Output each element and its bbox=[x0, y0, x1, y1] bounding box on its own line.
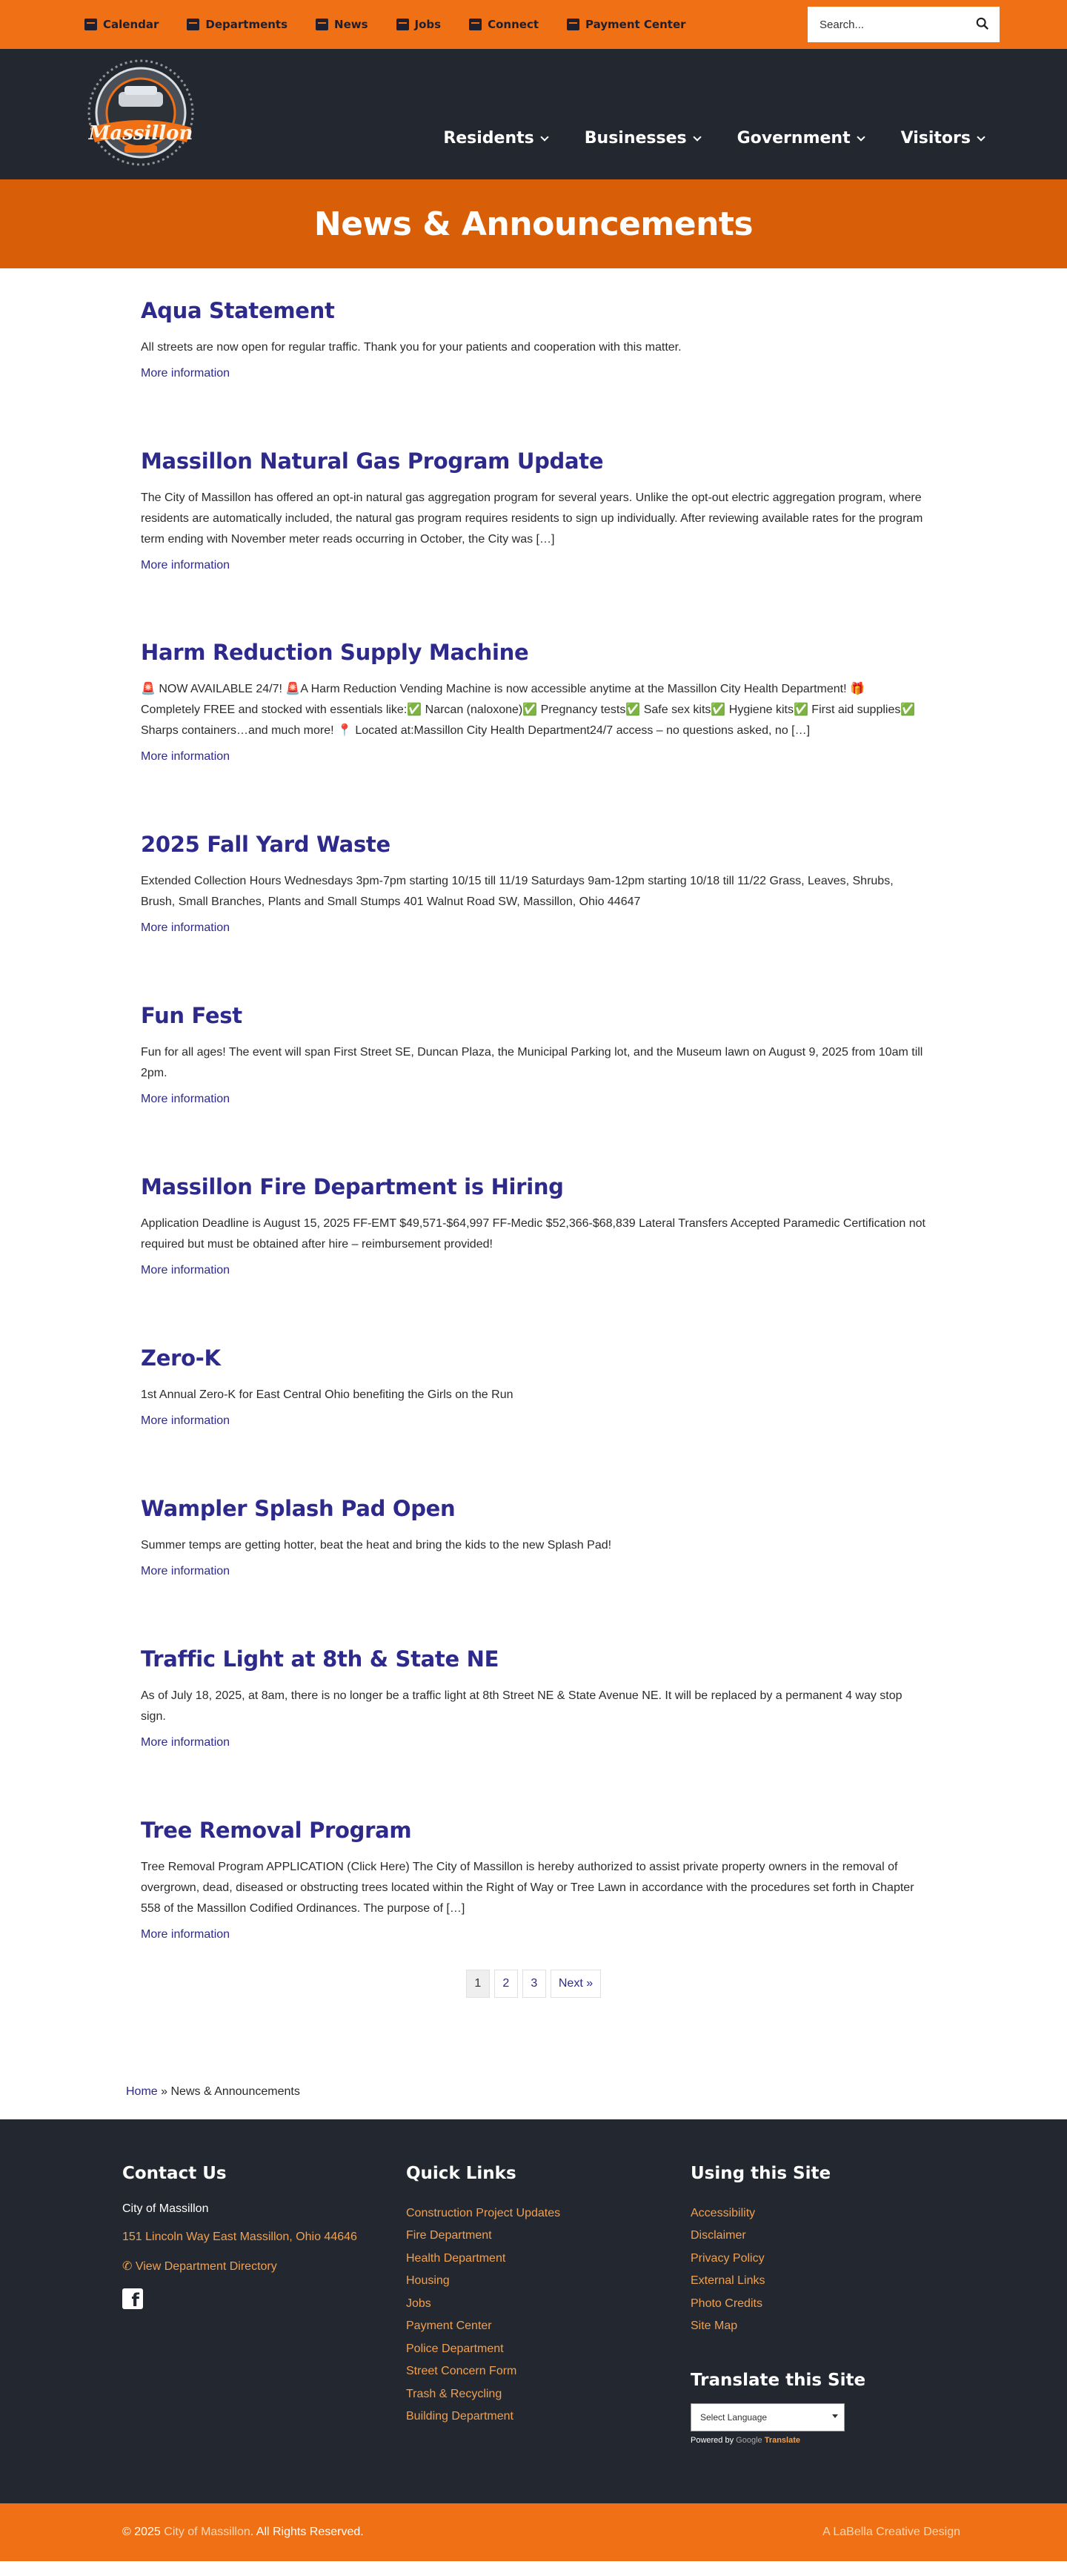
news-list bbox=[0, 268, 1067, 2108]
google-translate-link[interactable]: Translate bbox=[764, 2435, 801, 2445]
post-title[interactable]: Aqua Statement bbox=[141, 298, 335, 323]
department-directory-link[interactable]: ✆ View Department Directory bbox=[122, 2259, 277, 2273]
city-link[interactable]: City of Massillon bbox=[164, 2525, 250, 2538]
contact-address-link[interactable]: 151 Lincoln Way East Massillon, Ohio 44646 bbox=[122, 2230, 357, 2243]
quick-link[interactable]: Police Department bbox=[406, 2342, 504, 2355]
more-information-link[interactable]: More information bbox=[141, 558, 230, 572]
piggy-bank-icon bbox=[567, 19, 579, 30]
building-icon bbox=[187, 19, 199, 30]
utility-item-payment-center[interactable]: Payment Center bbox=[567, 18, 686, 31]
next-page-link[interactable]: Next » bbox=[551, 1970, 601, 1998]
quick-link[interactable]: Housing bbox=[406, 2274, 450, 2288]
translate-heading: Translate this Site bbox=[691, 2370, 866, 2390]
nav-visitors[interactable]: Visitors bbox=[901, 129, 984, 148]
post-title[interactable]: Zero-K bbox=[141, 1345, 221, 1371]
more-information-link[interactable]: More information bbox=[141, 749, 230, 763]
language-select[interactable]: Select Language bbox=[691, 2403, 845, 2431]
footer-contact bbox=[122, 2164, 374, 2309]
post-title[interactable]: Massillon Natural Gas Program Update bbox=[141, 448, 604, 474]
contact-heading: Contact Us bbox=[122, 2163, 227, 2183]
news-post bbox=[141, 1174, 926, 1345]
site-link[interactable]: External Links bbox=[691, 2274, 765, 2288]
quick-link[interactable]: Health Department bbox=[406, 2251, 506, 2265]
site-link[interactable]: Site Map bbox=[691, 2320, 738, 2333]
nav-businesses[interactable]: Businesses bbox=[585, 129, 700, 148]
svg-text:Massillon: Massillon bbox=[88, 122, 193, 145]
news-post bbox=[141, 298, 926, 448]
site-footer bbox=[0, 2119, 1067, 2503]
post-excerpt: Fun for all ages! The event will span First Street SE, Duncan Plaza, the Municipal Parking lot, and the Museum lawn on August 9, 2025 from 10am till 2pm. bbox=[141, 1045, 923, 1079]
post-excerpt: Application Deadline is August 15, 2025 FF-EMT $49,571-$64,997 FF-Medic $52,366-$68,839 Lateral Transfers Accepted Paramedic Certification not required but must be obtained after hire – reimbursement provided! bbox=[141, 1216, 925, 1251]
nav-government[interactable]: Government bbox=[737, 129, 864, 148]
post-title[interactable]: 2025 Fall Yard Waste bbox=[141, 832, 390, 857]
breadcrumb bbox=[126, 2085, 1067, 2108]
phone-icon: ✆ bbox=[122, 2259, 136, 2273]
footer-using-site bbox=[691, 2164, 943, 2445]
utility-item-jobs[interactable]: Jobs bbox=[396, 18, 442, 31]
post-excerpt: All streets are now open for regular traffic. Thank you for your patients and cooperation with this matter. bbox=[141, 340, 682, 354]
site-link[interactable]: Photo Credits bbox=[691, 2297, 762, 2310]
more-information-link[interactable]: More information bbox=[141, 1735, 230, 1749]
post-excerpt: Extended Collection Hours Wednesdays 3pm-7pm starting 10/15 till 11/19 Saturdays 9am-12pm starting 10/18 till 11/22 Grass, Leaves, Shrubs, Brush, Small Branches, Plants and Small Stumps 401 Walnut Road SW, Massillon, Ohio 44647 bbox=[141, 874, 894, 908]
news-post bbox=[141, 1818, 926, 1941]
quick-link[interactable]: Fire Department bbox=[406, 2229, 492, 2242]
designer-credit-link[interactable]: A LaBella Creative Design bbox=[822, 2525, 960, 2538]
news-post bbox=[141, 832, 926, 1003]
more-information-link[interactable]: More information bbox=[141, 1092, 230, 1105]
quick-link[interactable]: Trash & Recycling bbox=[406, 2387, 502, 2400]
page-title: News & Announcements bbox=[313, 205, 754, 243]
site-link[interactable]: Disclaimer bbox=[691, 2229, 746, 2242]
news-post bbox=[141, 640, 926, 832]
chevron-down-icon bbox=[540, 133, 548, 141]
copyright-text: © 2025 City of Massillon. All Rights Reserved. bbox=[122, 2525, 364, 2538]
main-nav bbox=[406, 129, 984, 148]
news-post bbox=[141, 1003, 926, 1174]
quick-link[interactable]: Building Department bbox=[406, 2410, 513, 2423]
page-3-link[interactable]: 3 bbox=[522, 1970, 546, 1998]
breadcrumb-home-link[interactable]: Home bbox=[126, 2085, 158, 2098]
post-title[interactable]: Tree Removal Program bbox=[141, 1818, 412, 1843]
news-post bbox=[141, 1496, 926, 1646]
using-site-heading: Using this Site bbox=[691, 2163, 831, 2183]
news-post bbox=[141, 1646, 926, 1818]
calendar-icon bbox=[84, 19, 97, 30]
utility-item-departments[interactable]: Departments bbox=[187, 18, 287, 31]
post-title[interactable]: Traffic Light at 8th & State NE bbox=[141, 1646, 499, 1672]
more-information-link[interactable]: More information bbox=[141, 1263, 230, 1277]
utility-item-calendar[interactable]: Calendar bbox=[84, 18, 159, 31]
utility-item-news[interactable]: News bbox=[316, 18, 368, 31]
quick-links-heading: Quick Links bbox=[406, 2163, 516, 2183]
quick-link[interactable]: Payment Center bbox=[406, 2320, 492, 2333]
post-excerpt: As of July 18, 2025, at 8am, there is no longer be a traffic light at 8th Street NE & State Avenue NE. It will be replaced by a permanent 4 way stop sign. bbox=[141, 1689, 903, 1723]
quick-link[interactable]: Street Concern Form bbox=[406, 2365, 517, 2378]
chevron-down-icon bbox=[977, 133, 985, 141]
briefcase-icon bbox=[396, 19, 409, 30]
post-excerpt: Tree Removal Program APPLICATION (Click Here) The City of Massillon is hereby authorized to assist private property owners in the removal of overgrown, dead, diseased or obstructing trees located within the Right of Way or Tree Lawn in accordance with the procedures set forth in Chapter 558 of the Massillon Codified Ordinances. The purpose of […] bbox=[141, 1860, 914, 1915]
footer-quick-links bbox=[406, 2164, 651, 2428]
utility-bar bbox=[0, 0, 1067, 49]
copyright-bar bbox=[0, 2503, 1067, 2561]
powered-by-google-translate: Powered by Google Translate bbox=[691, 2435, 801, 2445]
massillon-logo[interactable] bbox=[83, 59, 199, 170]
site-link[interactable]: Privacy Policy bbox=[691, 2251, 765, 2265]
post-title[interactable]: Harm Reduction Supply Machine bbox=[141, 640, 529, 665]
utility-item-connect[interactable]: Connect bbox=[469, 18, 539, 31]
page-hero bbox=[0, 179, 1067, 268]
post-title[interactable]: Wampler Splash Pad Open bbox=[141, 1496, 456, 1521]
more-information-link[interactable]: More information bbox=[141, 1927, 230, 1941]
more-information-link[interactable]: More information bbox=[141, 366, 230, 380]
news-post bbox=[141, 1345, 926, 1496]
post-excerpt: 1st Annual Zero-K for East Central Ohio benefiting the Girls on the Run bbox=[141, 1388, 513, 1401]
chevron-down-icon bbox=[857, 133, 865, 141]
news-post bbox=[141, 448, 926, 640]
contact-name: City of Massillon bbox=[122, 2202, 209, 2215]
search-input[interactable]: Search... bbox=[808, 7, 1000, 42]
search-icon[interactable] bbox=[976, 17, 989, 30]
more-information-link[interactable]: More information bbox=[141, 1414, 230, 1427]
page-2-link[interactable]: 2 bbox=[494, 1970, 518, 1998]
breadcrumb-current: News & Announcements bbox=[170, 2085, 300, 2098]
newspaper-icon bbox=[316, 19, 328, 30]
nav-residents[interactable]: Residents bbox=[443, 129, 547, 148]
more-information-link[interactable]: More information bbox=[141, 1564, 230, 1577]
facebook-icon[interactable] bbox=[122, 2288, 143, 2309]
utility-nav bbox=[84, 18, 714, 31]
more-information-link[interactable]: More information bbox=[141, 921, 230, 934]
page-1: 1 bbox=[466, 1970, 490, 1998]
post-excerpt: The City of Massillon has offered an opt-in natural gas aggregation program for several years. Unlike the opt-out electric aggregation program, where residents are automatically included, the natural gas program requires residents to sign up individually. After reviewing available rates for the program term ending with November meter reads occurring in October, the City was […] bbox=[141, 491, 923, 546]
envelope-icon bbox=[469, 19, 482, 30]
quick-link[interactable]: Jobs bbox=[406, 2297, 431, 2310]
post-title[interactable]: Fun Fest bbox=[141, 1003, 242, 1028]
post-excerpt: 🚨 NOW AVAILABLE 24/7! 🚨A Harm Reduction Vending Machine is now accessible anytime at the Massillon City Health Department! 🎁 Completely FREE and stocked with essentials like:✅ Narcan (naloxone)✅ Pregnancy tests✅ Safe sex kits✅ Hygiene kits✅ First aid supplies✅ Sharps containers…and much more! 📍 Located at:Massillon City Health Department24/7 access – no questions asked, no […] bbox=[141, 682, 916, 737]
site-link[interactable]: Accessibility bbox=[691, 2206, 756, 2219]
site-header bbox=[0, 49, 1067, 179]
quick-link[interactable]: Construction Project Updates bbox=[406, 2206, 561, 2219]
pagination bbox=[0, 1970, 1067, 1998]
post-title[interactable]: Massillon Fire Department is Hiring bbox=[141, 1174, 564, 1199]
post-excerpt: Summer temps are getting hotter, beat the heat and bring the kids to the new Splash Pad! bbox=[141, 1538, 612, 1552]
chevron-down-icon bbox=[693, 133, 701, 141]
breadcrumb-separator: » bbox=[161, 2085, 168, 2098]
